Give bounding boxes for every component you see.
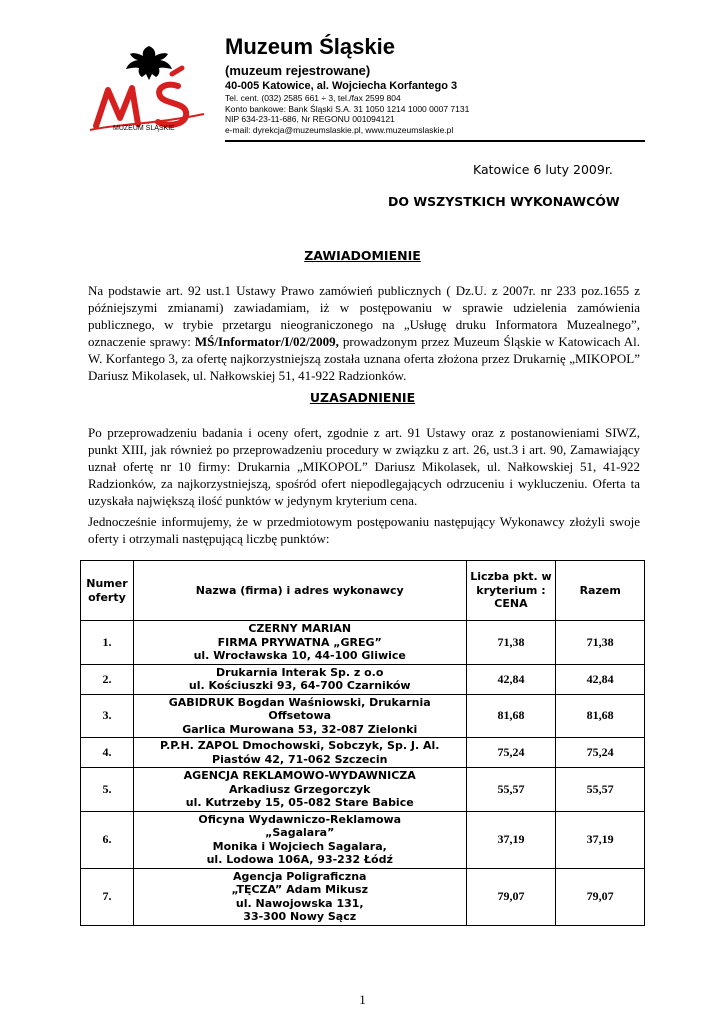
- offer-points: 37,19: [466, 811, 556, 868]
- offer-number: 3.: [81, 694, 134, 738]
- offer-name: [133, 621, 466, 665]
- table-row: [81, 768, 645, 812]
- offer-points: 75,24: [466, 738, 556, 768]
- offer-name-line: Agencja Poligraficzna: [233, 869, 367, 883]
- offer-points: 79,07: [466, 868, 556, 925]
- offer-name-line: Garlica Murowana 53, 32-087 Zielonki: [182, 722, 418, 736]
- offer-total: 42,84: [556, 664, 645, 694]
- offer-points: 81,68: [466, 694, 556, 738]
- case-reference: MŚ/Informator/I/02/2009,: [194, 334, 339, 349]
- offer-points: 71,38: [466, 621, 556, 665]
- offer-total: 79,07: [556, 868, 645, 925]
- offer-name: [133, 811, 466, 868]
- table-row: [81, 868, 645, 925]
- organization-name: Muzeum Śląskie: [225, 34, 395, 59]
- offer-name-line: ul. Kutrzeby 15, 05-082 Stare Babice: [185, 796, 414, 809]
- logo-caption: MUZEUM ŚLĄSKIE: [113, 125, 175, 132]
- offer-name-line: P.P.H. ZAPOL Dmochowski, Sobczyk, Sp. J. Al.: [160, 739, 440, 752]
- notice-heading: [0, 248, 725, 263]
- table-row: [81, 621, 645, 665]
- offer-name-line: 33-300 Nowy Sącz: [243, 910, 357, 923]
- table-row: [81, 664, 645, 694]
- addressee: DO WSZYSTKICH WYKONAWCÓW: [388, 194, 620, 209]
- header-total: Razem: [556, 561, 645, 621]
- offer-points: 55,57: [466, 768, 556, 812]
- offer-total: 55,57: [556, 768, 645, 812]
- offer-total: 75,24: [556, 738, 645, 768]
- offer-name: [133, 868, 466, 925]
- offer-number: 5.: [81, 768, 134, 812]
- offer-name-line: Oficyna Wydawniczo-Reklamowa: [198, 812, 402, 826]
- offer-name-line: ul. Nawojowska 131,: [235, 896, 364, 910]
- offer-number: 7.: [81, 868, 134, 925]
- justification-heading: [0, 390, 725, 405]
- offer-number: 1.: [81, 621, 134, 665]
- notice-paragraph: [88, 282, 640, 384]
- organization-email: e-mail: dyrekcja@muzeumslaskie.pl, www.muzeumslaskie.pl: [225, 124, 454, 135]
- offer-name-line: ul. Lodowa 106A, 93-232 Łódź: [206, 853, 393, 866]
- organization-phone: Tel. cent. (032) 2585 661 ÷ 3, tel./fax 2599 804: [225, 93, 401, 103]
- organization-bank: Konto bankowe: Bank Śląski S.A. 31 1050 1214 1000 0007 7131: [225, 103, 470, 114]
- offer-name-line: FIRMA PRYWATNA „GREG”: [217, 635, 382, 649]
- letterhead: [225, 34, 645, 135]
- offer-name-line: Drukarnia Interak Sp. z o.o: [216, 665, 384, 679]
- offer-name: [133, 738, 466, 768]
- offer-number: 2.: [81, 664, 134, 694]
- header-divider: [225, 140, 645, 142]
- justification-paragraph: Po przeprowadzeniu badania i oceny ofert, zgodnie z art. 91 Ustawy oraz z postanowieniami SIWZ, punkt XIII, jak również po przeprowadzeniu procedury w związku z art. 26, ust.3 i art. 90, Zamawiający uznał ofertę nr 10 firmy: Drukarnia „MIKOPOL” Dariusz Mikolasek, ul. Nałkowskiej 51, 41-922 Radzionków, za najkorzystniejszą, spośród ofert niepodlegających odrzuceniu i wykluczeniu. Oferta ta uzyskała największą ilość punktów w jedynym kryterium cena.: [88, 425, 640, 508]
- header-name: Nazwa (firma) i adres wykonawcy: [133, 561, 466, 621]
- offer-total: 37,19: [556, 811, 645, 868]
- offer-name-line: ul. Kościuszki 93, 64-700 Czarników: [188, 679, 411, 692]
- justification-heading-text: UZASADNIENIE: [309, 390, 416, 405]
- notice-text-end: prowadzonym przez Muzeum Śląskie w Katowicach Al. W. Korfantego 3, za ofertę najkorzystniejszą została uznana oferta złożona przez Drukarnię „MIKOPOL” Dariusz Mikolasek, ul. Nałkowskiej 51, 41-922 Radzionków.: [88, 334, 641, 383]
- offer-name-line: ul. Wrocławska 10, 44-100 Gliwice: [193, 649, 406, 662]
- offer-number: 4.: [81, 738, 134, 768]
- offers-table: [80, 560, 645, 926]
- offer-name: [133, 694, 466, 738]
- offer-name-line: Piastów 42, 71-062 Szczecin: [212, 752, 388, 766]
- offer-name: [133, 768, 466, 812]
- organization-nip: NIP 634-23-11-686, Nr REGONU 001094121: [225, 114, 395, 124]
- offer-name-line: Arkadiusz Grzegorczyk: [228, 782, 371, 796]
- letter-date: Katowice 6 luty 2009r.: [473, 162, 613, 177]
- header-points: Liczba pkt. w kryterium : CENA: [466, 561, 556, 621]
- offer-name-line: GABIDRUK Bogdan Waśniowski, Drukarnia: [168, 695, 431, 709]
- offer-name-line: Offsetowa: [268, 709, 332, 722]
- offer-total: 81,68: [556, 694, 645, 738]
- table-row: [81, 811, 645, 868]
- offer-name-line: AGENCJA REKLAMOWO-WYDAWNICZA: [183, 769, 416, 782]
- table-header-row: [81, 561, 645, 621]
- table-row: [81, 694, 645, 738]
- notice-heading-text: ZAWIADOMIENIE: [304, 248, 421, 263]
- offer-points: 42,84: [466, 664, 556, 694]
- page-number: 1: [359, 992, 366, 1007]
- notice-text-start: Na podstawie art. 92 ust.1 Ustawy Prawo zamówień publicznych ( Dz.U. z 2007r. nr 233 poz.1655 z późniejszymi zmianami) zawiadamiam, iż w postępowaniu w sprawie udzielenia zamówienia publicznego, w trybie przetargu nieograniczonego na „Usługę druku Informatora Muzealnego”, oznaczenie sprawy:: [88, 283, 640, 349]
- offer-name-line: „Sagalara”: [265, 826, 335, 839]
- offer-name: [133, 664, 466, 694]
- offer-name-line: „TĘCZA” Adam Mikusz: [231, 883, 368, 896]
- offer-name-line: Monika i Wojciech Sagalara,: [212, 839, 387, 853]
- table-row: [81, 738, 645, 768]
- offer-name-line: CZERNY MARIAN: [248, 622, 352, 635]
- offer-total: 71,38: [556, 621, 645, 665]
- offer-number: 6.: [81, 811, 134, 868]
- info-paragraph: Jednocześnie informujemy, że w przedmiotowym postępowaniu następujący Wykonawcy złożyli swoje oferty i otrzymali następującą liczbę punktów:: [88, 514, 640, 546]
- organization-subtitle: (muzeum rejestrowane): [225, 63, 371, 78]
- header-number: Numer oferty: [81, 561, 134, 621]
- organization-address: 40-005 Katowice, al. Wojciecha Korfantego 3: [225, 80, 458, 92]
